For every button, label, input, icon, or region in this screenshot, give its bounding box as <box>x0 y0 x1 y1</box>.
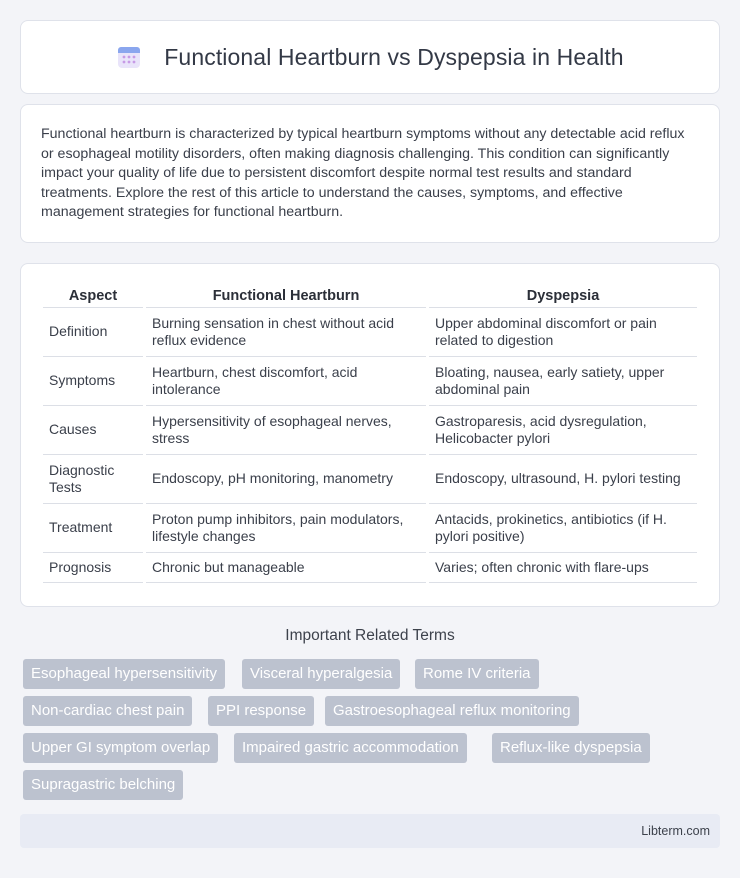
term-tag[interactable]: PPI response <box>208 696 314 726</box>
term-tag[interactable]: Impaired gastric accommodation <box>234 733 467 763</box>
term-tag[interactable]: Visceral hyperalgesia <box>242 659 400 689</box>
term-tag[interactable]: Supragastric belching <box>23 770 183 800</box>
table-row <box>43 406 697 455</box>
cell-dyspepsia: Endoscopy, ultrasound, H. pylori testing <box>429 455 697 504</box>
cell-aspect: Symptoms <box>43 357 143 406</box>
table-row <box>43 553 697 583</box>
cell-functional-heartburn: Hypersensitivity of esophageal nerves, stress <box>146 406 426 455</box>
page-title: Functional Heartburn vs Dyspepsia in Health <box>164 43 624 70</box>
term-tag[interactable]: Non-cardiac chest pain <box>23 696 192 726</box>
cell-aspect: Definition <box>43 308 143 357</box>
cell-functional-heartburn: Endoscopy, pH monitoring, manometry <box>146 455 426 504</box>
header-functional-heartburn: Functional Heartburn <box>146 284 426 308</box>
cell-dyspepsia: Antacids, prokinetics, antibiotics (if H. pylori positive) <box>429 504 697 553</box>
term-tag[interactable]: Rome IV criteria <box>415 659 539 689</box>
cell-aspect: Treatment <box>43 504 143 553</box>
table-row <box>43 308 697 357</box>
table-row <box>43 504 697 553</box>
comparison-card <box>20 263 720 607</box>
cell-functional-heartburn: Chronic but manageable <box>146 553 426 583</box>
intro-card <box>20 104 720 243</box>
footer-site-link[interactable]: Libterm.com <box>641 824 710 838</box>
cell-dyspepsia: Bloating, nausea, early satiety, upper abdominal pain <box>429 357 697 406</box>
term-tag[interactable]: Gastroesophageal reflux monitoring <box>325 696 579 726</box>
footer <box>20 814 720 848</box>
cell-functional-heartburn: Burning sensation in chest without acid reflux evidence <box>146 308 426 357</box>
cell-aspect: Prognosis <box>43 553 143 583</box>
cell-aspect: Causes <box>43 406 143 455</box>
term-tag[interactable]: Esophageal hypersensitivity <box>23 659 225 689</box>
cell-dyspepsia: Varies; often chronic with flare-ups <box>429 553 697 583</box>
header-dyspepsia: Dyspepsia <box>429 284 697 308</box>
header-card <box>20 20 720 94</box>
cell-functional-heartburn: Proton pump inhibitors, pain modulators, lifestyle changes <box>146 504 426 553</box>
cell-dyspepsia: Gastroparesis, acid dysregulation, Helicobacter pylori <box>429 406 697 455</box>
cell-dyspepsia: Upper abdominal discomfort or pain related to digestion <box>429 308 697 357</box>
table-row <box>43 357 697 406</box>
comparison-table <box>43 284 697 583</box>
term-tag[interactable]: Reflux-like dyspepsia <box>492 733 650 763</box>
header-aspect: Aspect <box>43 284 143 308</box>
related-terms-title: Important Related Terms <box>285 627 455 644</box>
calendar-icon <box>116 44 142 70</box>
header <box>116 44 623 71</box>
term-tag[interactable]: Upper GI symptom overlap <box>23 733 218 763</box>
table-row <box>43 455 697 504</box>
table-header-row <box>43 284 697 308</box>
cell-aspect: Diagnostic Tests <box>43 455 143 504</box>
intro-paragraph: Functional heartburn is characterized by typical heartburn symptoms without any detectable acid reflux or esophageal motility disorders, often making diagnosis challenging. This condition can significantly impact your quality of life due to persistent discomfort despite normal test results and standard treatments. Explore the rest of this article to understand the causes, symptoms, and effective management strategies for functional heartburn. <box>41 126 685 220</box>
cell-functional-heartburn: Heartburn, chest discomfort, acid intolerance <box>146 357 426 406</box>
